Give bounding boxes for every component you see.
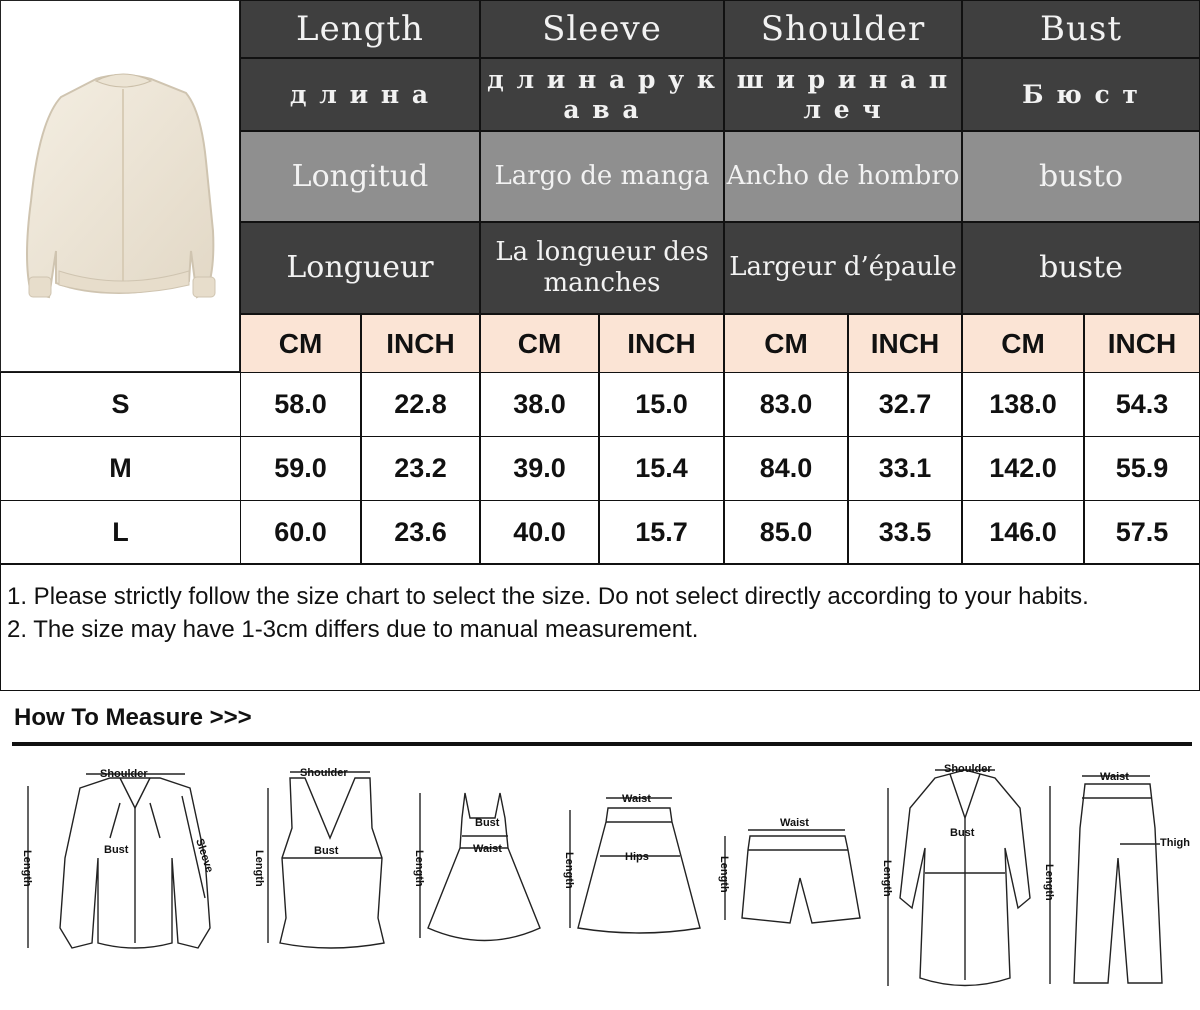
table-cell: 146.0 xyxy=(962,500,1084,565)
label-length-5: Length xyxy=(718,856,730,893)
table-cell: 55.9 xyxy=(1084,436,1200,501)
table-cell: 57.5 xyxy=(1084,500,1200,565)
header-english-1: Sleeve xyxy=(480,0,724,58)
header-french-2: Largeur d’épaule xyxy=(724,222,962,314)
header-spanish-3: busto xyxy=(962,131,1200,222)
unit-header-0: CM xyxy=(240,314,361,373)
table-cell: 58.0 xyxy=(240,372,361,437)
measure-diagrams xyxy=(0,748,1200,1010)
table-cell: 142.0 xyxy=(962,436,1084,501)
header-russian-1: д л и н а р у к а в а xyxy=(480,58,724,131)
label-length-7: Length xyxy=(1043,864,1055,901)
label-shoulder-1: Shoulder xyxy=(100,768,148,780)
header-french-0: Longueur xyxy=(240,222,480,314)
header-spanish-0: Longitud xyxy=(240,131,480,222)
size-label: L xyxy=(0,500,241,565)
unit-header-6: CM xyxy=(962,314,1084,373)
unit-header-4: CM xyxy=(724,314,848,373)
table-cell: 33.5 xyxy=(848,500,962,565)
product-image xyxy=(0,0,240,372)
table-cell: 83.0 xyxy=(724,372,848,437)
table-cell: 22.8 xyxy=(361,372,480,437)
shorts-diagram xyxy=(725,830,860,923)
label-length-3: Length xyxy=(413,850,425,887)
table-cell: 15.4 xyxy=(599,436,724,501)
jacket-illustration xyxy=(1,1,239,371)
header-russian-3: Б ю с т xyxy=(962,58,1200,131)
label-shoulder-2: Shoulder xyxy=(300,767,348,779)
table-cell: 39.0 xyxy=(480,436,599,501)
table-cell: 32.7 xyxy=(848,372,962,437)
label-length-2: Length xyxy=(253,850,265,887)
table-cell: 59.0 xyxy=(240,436,361,501)
dress-diagram xyxy=(420,793,540,941)
header-english-3: Bust xyxy=(962,0,1200,58)
label-bust-6: Bust xyxy=(950,827,975,839)
table-cell: 23.2 xyxy=(361,436,480,501)
table-cell: 138.0 xyxy=(962,372,1084,437)
header-english-2: Shoulder xyxy=(724,0,962,58)
unit-header-5: INCH xyxy=(848,314,962,373)
label-length-6: Length xyxy=(881,860,893,897)
label-hips-4: Hips xyxy=(625,851,649,863)
label-bust-2: Bust xyxy=(314,845,339,857)
skirt-diagram xyxy=(570,798,700,933)
shirt-diagram xyxy=(28,774,210,948)
unit-header-7: INCH xyxy=(1084,314,1200,373)
table-cell: 15.0 xyxy=(599,372,724,437)
unit-header-2: CM xyxy=(480,314,599,373)
label-thigh-7: Thigh xyxy=(1160,837,1190,849)
label-length-4: Length xyxy=(563,852,575,889)
label-waist-5: Waist xyxy=(780,817,809,829)
label-sleeve-1: Sleeve xyxy=(193,837,216,875)
label-bust-1: Bust xyxy=(104,844,129,856)
header-spanish-1: Largo de manga xyxy=(480,131,724,222)
table-cell: 38.0 xyxy=(480,372,599,437)
table-cell: 85.0 xyxy=(724,500,848,565)
header-french-1: La longueur des manches xyxy=(480,222,724,314)
how-to-measure-heading: How To Measure >>> xyxy=(14,704,252,731)
label-waist-4: Waist xyxy=(622,793,651,805)
table-cell: 84.0 xyxy=(724,436,848,501)
header-russian-2: ш и р и н а п л е ч xyxy=(724,58,962,131)
table-cell: 23.6 xyxy=(361,500,480,565)
unit-header-1: INCH xyxy=(361,314,480,373)
label-bust-3: Bust xyxy=(475,817,500,829)
size-label: S xyxy=(0,372,241,437)
label-waist-3: Waist xyxy=(473,843,502,855)
notes-box xyxy=(0,563,1200,691)
coat-diagram xyxy=(888,770,1030,986)
divider xyxy=(12,742,1192,746)
unit-header-3: INCH xyxy=(599,314,724,373)
table-cell: 54.3 xyxy=(1084,372,1200,437)
header-russian-0: д л и н а xyxy=(240,58,480,131)
vest-diagram xyxy=(268,772,384,948)
header-french-3: buste xyxy=(962,222,1200,314)
header-english-0: Length xyxy=(240,0,480,58)
label-shoulder-6: Shoulder xyxy=(944,763,992,775)
note-1: 1. Please strictly follow the size chart to select the size. Do not select directly according to your habits. xyxy=(7,583,1089,610)
pants-diagram xyxy=(1050,776,1162,984)
table-cell: 40.0 xyxy=(480,500,599,565)
header-spanish-2: Ancho de hombro xyxy=(724,131,962,222)
table-cell: 60.0 xyxy=(240,500,361,565)
table-cell: 33.1 xyxy=(848,436,962,501)
size-label: M xyxy=(0,436,241,501)
label-length-1: Length xyxy=(21,850,33,887)
note-2: 2. The size may have 1-3cm differs due to manual measurement. xyxy=(7,616,699,643)
label-waist-7: Waist xyxy=(1100,771,1129,783)
table-cell: 15.7 xyxy=(599,500,724,565)
